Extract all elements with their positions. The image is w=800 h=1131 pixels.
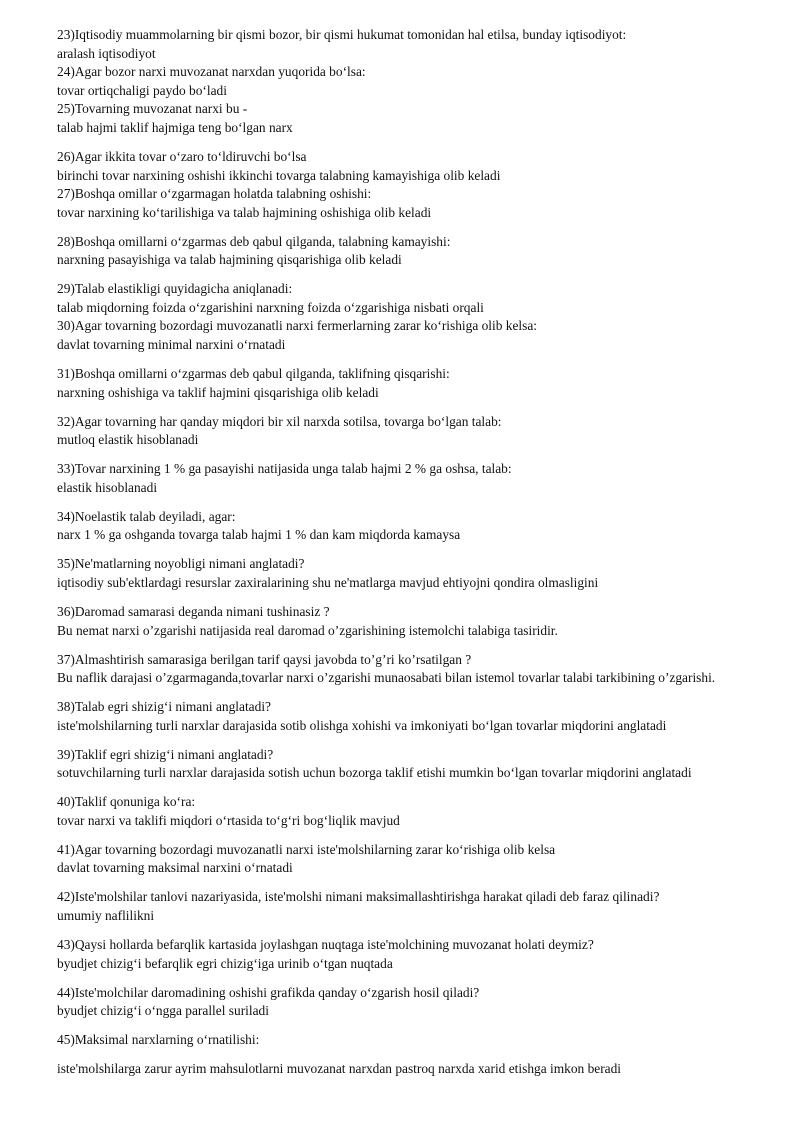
answer-text: narxning oshishiga va taklif hajmini qisqarishiga olib keladi (57, 384, 379, 400)
answer-text: iqtisodiy sub'ektlardagi resurslar zaxiralarining shu ne'matlarga mavjud ehtiyojni qondira olmasligini (57, 574, 599, 590)
answer-text: tovar narxi va taklifi miqdori o‘rtasida to‘g‘ri bog‘liqlik mavjud (57, 812, 400, 828)
answer-text: iste'molshilarga zarur ayrim mahsulotlarni muvozanat narxdan pastroq narxda xarid etishga imkon beradi (57, 1061, 622, 1077)
answer-text: Bu naflik darajasi o’zgarmaganda,tovarlar narxi o’zgarishi munaosabati bilan istemol tovarlar talabi tarkibining o’zgarishi. (57, 670, 716, 686)
question-text: 32)Agar tovarning har qanday miqdori bir xil narxda sotilsa, tovarga bo‘lgan talab: (57, 413, 502, 429)
answer-text: narx 1 % ga oshganda tovarga talab hajmi 1 % dan kam miqdorda kamaysa (57, 527, 461, 543)
question-text: 45)Maksimal narxlarning o‘rnatilishi: (57, 1032, 260, 1048)
answer-text: tovar ortiqchaligi paydo bo‘ladi (57, 82, 227, 98)
answer-text: byudjet chizig‘i befarqlik egri chizig‘iga urinib o‘tgan nuqtada (57, 955, 393, 971)
answer-text: iste'molshilarning turli narxlar darajasida sotib olishga xohishi va imkoniyati bo‘lgan tovarlar miqdorini anglatadi (57, 717, 667, 733)
question-text: 42)Iste'molshilar tanlovi nazariyasida, iste'molshi nimani maksimallashtirishga harakat qiladi deb faraz qilinadi? (57, 889, 660, 905)
question-text: 24)Agar bozor narxi muvozanat narxdan yuqorida bo‘lsa: (57, 64, 366, 80)
question-text: 31)Boshqa omillarni o‘zgarmas deb qabul qilganda, taklifning qisqarishi: (57, 366, 450, 382)
question-block (57, 233, 787, 270)
question-text: 26)Agar ikkita tovar o‘zaro to‘ldiruvchi bo‘lsa (57, 148, 307, 164)
question-text: 38)Talab egri shizig‘i nimani anglatadi? (57, 699, 271, 715)
question-block (57, 100, 787, 137)
answer-text: davlat tovarning maksimal narxini o‘rnatadi (57, 860, 293, 876)
answer-text: mutloq elastik hisoblanadi (57, 432, 199, 448)
question-text: 34)Noelastik talab deyiladi, agar: (57, 508, 236, 524)
question-block (57, 365, 787, 402)
answer-text: aralash iqtisodiyot (57, 45, 156, 61)
answer-text: byudjet chizig‘i o‘ngga parallel suriladi (57, 1003, 269, 1019)
question-text: 29)Talab elastikligi quyidagicha aniqlanadi: (57, 281, 293, 297)
question-block (57, 1031, 787, 1079)
question-block (57, 26, 787, 63)
question-block (57, 746, 787, 783)
question-block (57, 508, 787, 545)
answer-text: umumiy naflilikni (57, 908, 155, 924)
answer-text: birinchi tovar narxining oshishi ikkinchi tovarga talabning kamayishiga olib keladi (57, 167, 501, 183)
question-text: 43)Qaysi hollarda befarqlik kartasida joylashgan nuqtaga iste'molchining muvozanat holati deymiz? (57, 937, 594, 952)
answer-text: narxning pasayishiga va talab hajmining qisqarishiga olib keladi (57, 252, 402, 268)
answer-text: tovar narxining ko‘tarilishiga va talab hajmining oshishiga olib keladi (57, 204, 432, 220)
question-text: 27)Boshqa omillar o‘zgarmagan holatda talabning oshishi: (57, 186, 372, 202)
question-block (57, 984, 787, 1021)
question-text: 40)Taklif qonuniga ko‘ra: (57, 794, 196, 810)
question-text: 35)Ne'matlarning noyobligi nimani anglatadi? (57, 556, 305, 572)
question-block (57, 793, 787, 830)
question-block (57, 603, 787, 640)
question-block (57, 185, 787, 222)
question-block (57, 317, 787, 354)
question-text: 36)Daromad samarasi deganda nimani tushinasiz ? (57, 603, 330, 619)
question-text: 23)Iqtisodiy muammolarning bir qismi bozor, bir qismi hukumat tomonidan hal etilsa, bunday iqtisodiyot: (57, 27, 627, 42)
question-block (57, 888, 787, 925)
question-text: 37)Almashtirish samarasiga berilgan tarif qaysi javobda to’g’ri ko’rsatilgan ? (57, 651, 472, 667)
question-block (57, 936, 787, 973)
question-text: 39)Taklif egri shizig‘i nimani anglatadi? (57, 746, 274, 762)
question-block (57, 413, 787, 450)
question-block (57, 148, 787, 185)
question-block (57, 63, 787, 100)
question-block (57, 651, 787, 688)
question-text: 30)Agar tovarning bozordagi muvozanatli narxi fermerlarning zarar ko‘rishiga olib kelsa: (57, 318, 538, 334)
answer-text: elastik hisoblanadi (57, 479, 158, 495)
question-block (57, 841, 787, 878)
answer-text: talab hajmi taklif hajmiga teng bo‘lgan narx (57, 119, 293, 135)
question-text: 33)Tovar narxining 1 % ga pasayishi natijasida unga talab hajmi 2 % ga oshsa, talab: (57, 461, 512, 477)
document-body (57, 26, 787, 1079)
question-block (57, 460, 787, 497)
question-text: 44)Iste'molchilar daromadining oshishi grafikda qanday o‘zgarish hosil qiladi? (57, 984, 480, 1000)
question-text: 28)Boshqa omillarni o‘zgarmas deb qabul qilganda, talabning kamayishi: (57, 233, 451, 249)
answer-text: talab miqdorning foizda o‘zgarishini narxning foizda o‘zgarishiga nisbati orqali (57, 299, 484, 315)
answer-text: Bu nemat narxi o’zgarishi natijasida real daromad o’zgarishining istemolchi talabiga tasiridir. (57, 622, 558, 638)
question-text: 41)Agar tovarning bozordagi muvozanatli narxi iste'molshilarning zarar ko‘rishiga olib kelsa (57, 841, 556, 857)
question-block (57, 555, 787, 592)
answer-text: sotuvchilarning turli narxlar darajasida sotish uchun bozorga taklif etishi mumkin bo‘lgan tovarlar miqdorini anglatadi (57, 765, 692, 781)
question-text: 25)Tovarning muvozanat narxi bu - (57, 101, 248, 117)
answer-text: davlat tovarning minimal narxini o‘rnatadi (57, 337, 286, 353)
question-block (57, 698, 787, 735)
question-block (57, 280, 787, 317)
